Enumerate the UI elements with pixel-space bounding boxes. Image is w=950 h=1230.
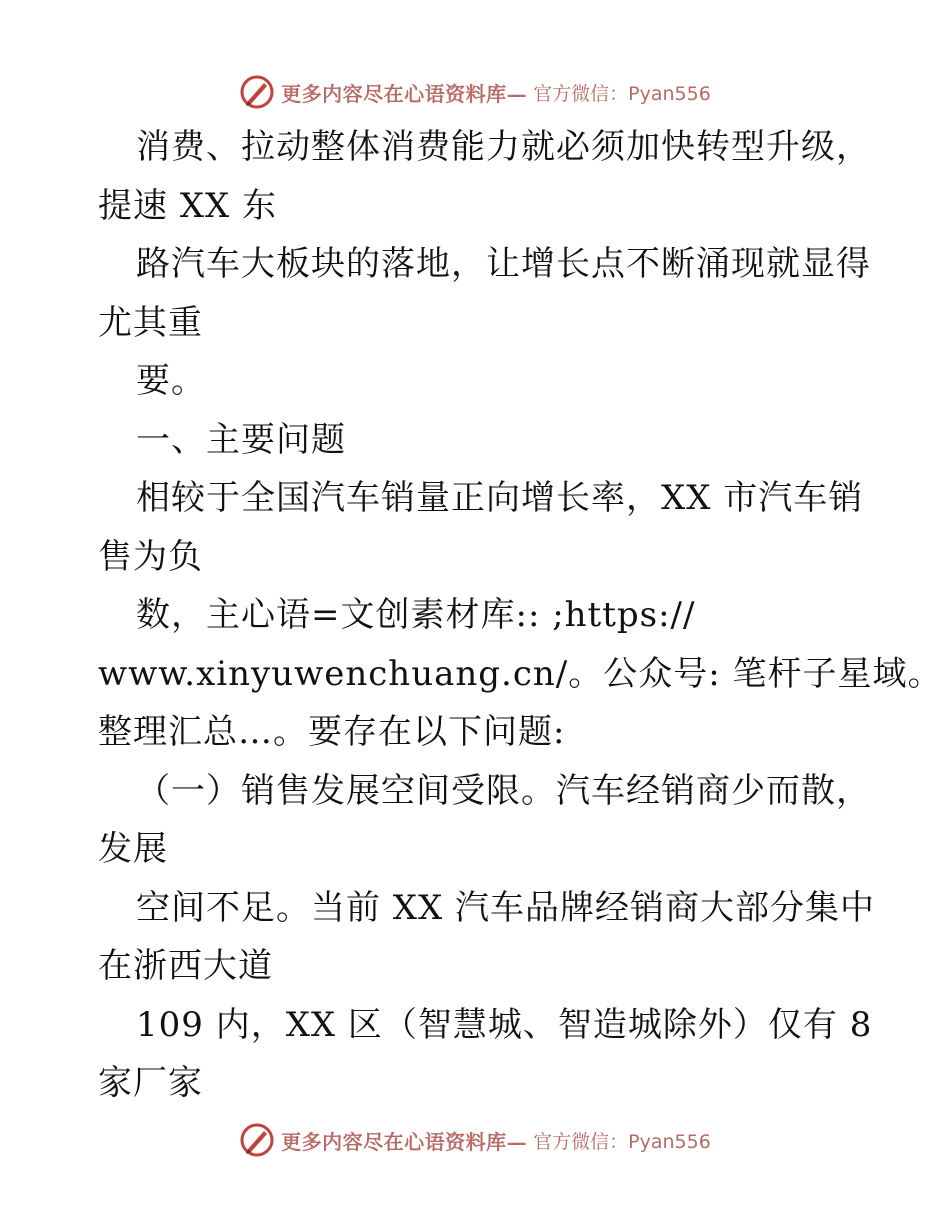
text-line: 售为负	[98, 536, 203, 577]
section-heading: 一、主要问题	[136, 419, 346, 460]
text-line: 要。	[136, 361, 206, 401]
text-line: 路汽车大板块的落地，让增长点不断涌现就显得	[136, 244, 871, 284]
text-line: 发展	[98, 829, 168, 869]
header-watermark	[0, 72, 950, 112]
document-body	[98, 118, 943, 1113]
watermark-brand: 更多内容尽在心语资料库—	[281, 1129, 528, 1154]
watermark-wechat: 官方微信：Pyan556	[533, 82, 711, 105]
watermark-wechat: 官方微信：Pyan556	[533, 1130, 711, 1153]
text-line: 109 内，XX 区（智慧城、智造城除外）仅有 8	[136, 1004, 873, 1045]
text-line: 尤其重	[98, 302, 203, 343]
pen-logo-icon	[239, 1122, 275, 1158]
url-line: www.xinyuwenchuang.cn/。公众号: 笔杆子星域。	[98, 653, 943, 694]
text-line: 提速 XX 东	[98, 185, 278, 226]
subsection-heading: （一）销售发展空间受限。汽车经销商少而散，	[136, 770, 871, 811]
text-line: 空间不足。当前 XX 汽车品牌经销商大部分集中	[136, 887, 876, 928]
text-line: 在浙西大道	[98, 946, 273, 986]
text-line: 消费、拉动整体消费能力就必须加快转型升级，	[136, 127, 871, 167]
text-line: 相较于全国汽车销量正向增长率，XX 市汽车销	[136, 478, 864, 518]
text-line: 家厂家	[98, 1063, 203, 1103]
watermark-brand: 更多内容尽在心语资料库—	[281, 81, 528, 106]
text-line: 数，主心语=文创素材库:: ;https://	[136, 595, 696, 635]
pen-logo-icon	[239, 74, 275, 110]
text-line: 整理汇总…。要存在以下问题:	[98, 712, 566, 752]
footer-watermark	[0, 1120, 950, 1160]
